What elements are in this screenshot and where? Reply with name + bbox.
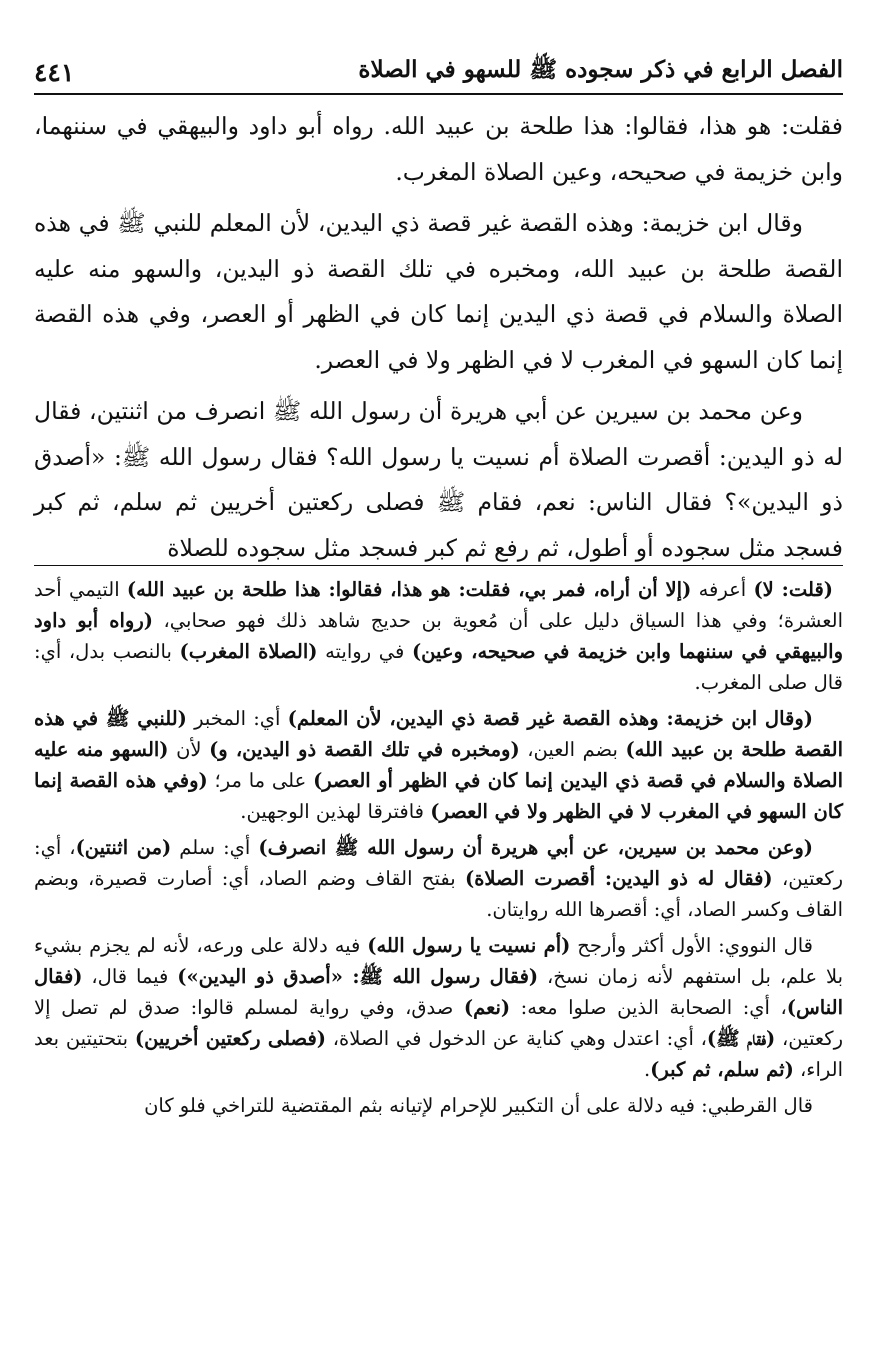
quoted-text: (من اثنتين) <box>75 836 172 859</box>
quoted-text: (وفي هذه القصة إنما كان السهو في المغرب لا في الظهر ولا في العصر) <box>34 769 843 823</box>
explanation-text: فيه دلالة على ورعه، لأنه لم يجزم بشيء بلا علم، بل استفهم لأنه زمان نسخ، <box>34 934 844 988</box>
explanation-text: على ما مر؛ <box>207 769 314 792</box>
explanation-text: ، أي: الصحابة الذين صلوا معه: <box>510 996 787 1019</box>
chapter-title: الفصل الرابع في ذكر سجوده ﷺ للسهو في الصلاة <box>358 56 843 83</box>
quoted-text: (السهو منه عليه الصلاة والسلام في قصة ذي اليدين إنما كان في الظهر أو العصر) <box>34 738 843 792</box>
explanation-text: فيما قال، <box>82 965 178 988</box>
quoted-text: (فقال رسول الله ﷺ: «أصدق ذو اليدين») <box>177 965 539 988</box>
quoted-text: (إلا أن أراه، فمر بي، فقلت: هو هذا، فقالوا: هذا طلحة بن عبيد الله) <box>126 578 692 601</box>
main-text-block <box>34 104 843 571</box>
quoted-text: (فقال الناس) <box>34 965 843 1019</box>
commentary-paragraph-4 <box>34 930 843 1085</box>
explanation-text: أي: سلم <box>171 836 259 859</box>
quoted-text: (قلت: لا) <box>753 578 833 601</box>
quoted-text: (أم نسيت يا رسول الله) <box>367 934 571 957</box>
running-header <box>34 52 843 92</box>
commentary-paragraph-5 <box>34 1090 843 1121</box>
quoted-text: (وعن محمد بن سيرين، عن أبي هريرة أن رسول الله ﷺ انصرف) <box>258 836 814 859</box>
explanation-text: فافترقا لهذين الوجهين. <box>240 800 431 823</box>
explanation-text: ، أي: ركعتين، <box>34 836 843 890</box>
main-paragraph-3: وعن محمد بن سيرين عن أبي هريرة أن رسول الله ﷺ انصرف من اثنتين، فقال له ذو اليدين: أقصرت الصلاة أم نسيت يا رسول الله؟ فقال رسول الله ﷺ: «أصدق ذو اليدين»؟ فقال الناس: نعم، فقام ﷺ فصلى ركعتين أخريين ثم سلم، ثم كبر فسجد مثل سجوده أو أطول، ثم رفع ثم كبر فسجد مثل سجوده للصلاة <box>34 397 843 562</box>
explanation-text: ، أي: اعتدل وهي كناية عن الدخول في الصلاة، <box>326 1027 707 1050</box>
explanation-text: بفتح القاف وضم الصاد، أي: أصارت قصيرة، وبضم القاف وكسر الصاد، أي: أقصرها الله روايتان. <box>34 867 843 921</box>
quoted-text: (الصلاة المغرب) <box>179 640 318 663</box>
explanation-text: قال النووي: الأول أكثر وأرجح <box>570 934 813 957</box>
quoted-text: (فصلى ركعتين أخريين) <box>134 1027 327 1050</box>
commentary-block <box>34 574 843 1126</box>
quoted-text: (نعم) <box>463 996 511 1019</box>
explanation-text: في روايته <box>317 640 412 663</box>
explanation-text: صدق، وفي رواية لمسلم قالوا: صدق لم تصل إلا ركعتين، <box>34 996 843 1050</box>
header-divider <box>34 93 843 95</box>
main-paragraph-2: وقال ابن خزيمة: وهذه القصة غير قصة ذي اليدين، لأن المعلم للنبي ﷺ في هذه القصة طلحة بن عبيد الله، ومخبره في تلك القصة ذو اليدين، والسهو منه عليه الصلاة والسلام في قصة ذي اليدين إنما كان في الظهر أو العصر، وفي هذه القصة إنما كان السهو في المغرب لا في الظهر ولا في العصر. <box>34 209 843 374</box>
explanation-text: . <box>643 1058 651 1081</box>
explanation-text: أي: المخبر <box>186 707 288 730</box>
quoted-text: (للنبي ﷺ في هذه القصة طلحة بن عبيد الله) <box>34 707 844 761</box>
explanation-text: بضم العين، <box>519 738 626 761</box>
page-number: ٤٤١ <box>34 57 75 87</box>
explanation-text: التيمي أحد العشرة؛ وفي هذا السياق دليل على أن مُعوية بن حديج شاهد ذلك فهو صحابي، <box>34 578 843 632</box>
quoted-text: (فقال له ذو اليدين: أقصرت الصلاة) <box>464 867 773 890</box>
explanation-text: لأن <box>168 738 210 761</box>
commentary-divider <box>34 565 843 566</box>
commentary-paragraph-3 <box>34 832 843 925</box>
quoted-text: (وقال ابن خزيمة: وهذه القصة غير قصة ذي اليدين، لأن المعلم) <box>287 707 813 730</box>
explanation-text: بالنصب بدل، أي: قال صلى المغرب. <box>34 640 843 694</box>
quoted-text: (فقام ﷺ) <box>706 1027 776 1050</box>
main-paragraph-1: فقلت: هو هذا، فقالوا: هذا طلحة بن عبيد الله. رواه أبو داود والبيهقي في سننهما، وابن خزيمة في صحيحه، وعين الصلاة المغرب. <box>34 112 843 186</box>
commentary-paragraph-1 <box>34 574 843 698</box>
explanation-text: قال القرطبي: فيه دلالة على أن التكبير للإحرام لإتيانه بثم المقتضية للتراخي فلو كان <box>144 1094 813 1117</box>
explanation-text: بتحتيتين بعد الراء، <box>34 1027 843 1081</box>
quoted-text: (ثم سلم، ثم كبر) <box>650 1058 794 1081</box>
explanation-text: أعرفه <box>691 578 754 601</box>
quoted-text: (رواه أبو داود والبيهقي في سننهما وابن خزيمة في صحيحه، وعين) <box>34 609 843 663</box>
commentary-paragraph-2 <box>34 703 843 827</box>
quoted-text: (ومخبره في تلك القصة ذو اليدين، و) <box>209 738 520 761</box>
